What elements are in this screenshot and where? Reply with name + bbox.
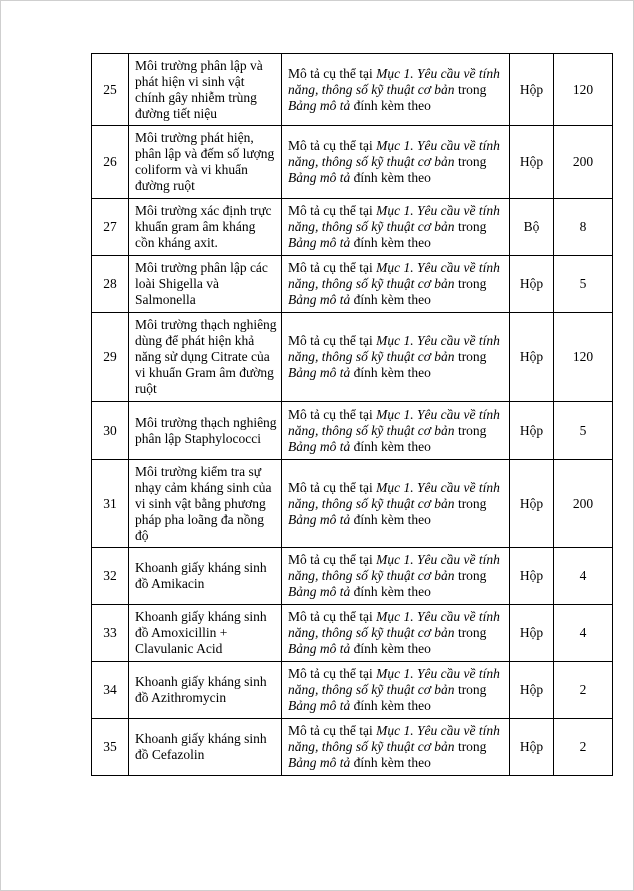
item-name: Môi trường thạch nghiêng dùng để phát hiện khả năng sử dụng Citrate của vi khuẩn Gram âm đường ruột xyxy=(129,313,282,402)
table-row xyxy=(92,662,613,719)
item-name: Môi trường phân lập và phát hiện vi sinh vật chính gây nhiễm trùng đường tiết niệu xyxy=(129,54,282,126)
item-quantity: 4 xyxy=(554,548,613,605)
item-quantity: 120 xyxy=(554,313,613,402)
item-description: Mô tả cụ thể tại Mục 1. Yêu cầu về tính năng, thông số kỹ thuật cơ bản trong Bảng mô tả đính kèm theo xyxy=(282,662,510,719)
item-quantity: 8 xyxy=(554,199,613,256)
item-unit: Hộp xyxy=(510,605,554,662)
row-number: 32 xyxy=(92,548,129,605)
item-quantity: 120 xyxy=(554,54,613,126)
row-number: 26 xyxy=(92,126,129,199)
item-unit: Hộp xyxy=(510,313,554,402)
item-description: Mô tả cụ thể tại Mục 1. Yêu cầu về tính năng, thông số kỹ thuật cơ bản trong Bảng mô tả đính kèm theo xyxy=(282,199,510,256)
row-number: 28 xyxy=(92,256,129,313)
table-row xyxy=(92,126,613,199)
table-row xyxy=(92,313,613,402)
item-quantity: 200 xyxy=(554,126,613,199)
item-quantity: 200 xyxy=(554,460,613,548)
item-name: Môi trường kiểm tra sự nhạy cảm kháng sinh của vi sinh vật bằng phương pháp pha loãng đa nồng độ xyxy=(129,460,282,548)
item-description: Mô tả cụ thể tại Mục 1. Yêu cầu về tính năng, thông số kỹ thuật cơ bản trong Bảng mô tả đính kèm theo xyxy=(282,126,510,199)
table-row xyxy=(92,256,613,313)
item-description: Mô tả cụ thể tại Mục 1. Yêu cầu về tính năng, thông số kỹ thuật cơ bản trong Bảng mô tả đính kèm theo xyxy=(282,256,510,313)
item-name: Khoanh giấy kháng sinh đồ Amikacin xyxy=(129,548,282,605)
item-name: Môi trường thạch nghiêng phân lập Staphylococci xyxy=(129,402,282,460)
row-number: 30 xyxy=(92,402,129,460)
item-description: Mô tả cụ thể tại Mục 1. Yêu cầu về tính năng, thông số kỹ thuật cơ bản trong Bảng mô tả đính kèm theo xyxy=(282,719,510,776)
item-description: Mô tả cụ thể tại Mục 1. Yêu cầu về tính năng, thông số kỹ thuật cơ bản trong Bảng mô tả đính kèm theo xyxy=(282,313,510,402)
item-unit: Hộp xyxy=(510,54,554,126)
item-description: Mô tả cụ thể tại Mục 1. Yêu cầu về tính năng, thông số kỹ thuật cơ bản trong Bảng mô tả đính kèm theo xyxy=(282,605,510,662)
table-row xyxy=(92,548,613,605)
item-description: Mô tả cụ thể tại Mục 1. Yêu cầu về tính năng, thông số kỹ thuật cơ bản trong Bảng mô tả đính kèm theo xyxy=(282,54,510,126)
item-name: Khoanh giấy kháng sinh đồ Azithromycin xyxy=(129,662,282,719)
item-unit: Hộp xyxy=(510,548,554,605)
table-row xyxy=(92,54,613,126)
item-unit: Hộp xyxy=(510,256,554,313)
table-row xyxy=(92,402,613,460)
row-number: 27 xyxy=(92,199,129,256)
row-number: 35 xyxy=(92,719,129,776)
item-name: Khoanh giấy kháng sinh đồ Cefazolin xyxy=(129,719,282,776)
row-number: 34 xyxy=(92,662,129,719)
item-unit: Hộp xyxy=(510,402,554,460)
item-unit: Bộ xyxy=(510,199,554,256)
table-row xyxy=(92,719,613,776)
row-number: 31 xyxy=(92,460,129,548)
item-quantity: 5 xyxy=(554,256,613,313)
item-quantity: 2 xyxy=(554,719,613,776)
item-quantity: 2 xyxy=(554,662,613,719)
item-name: Khoanh giấy kháng sinh đồ Amoxicillin + Clavulanic Acid xyxy=(129,605,282,662)
table-row xyxy=(92,605,613,662)
item-name: Môi trường phát hiện, phân lập và đếm số lượng coliform và vi khuẩn đường ruột xyxy=(129,126,282,199)
item-name: Môi trường xác định trực khuẩn gram âm kháng cồn kháng axit. xyxy=(129,199,282,256)
row-number: 33 xyxy=(92,605,129,662)
item-unit: Hộp xyxy=(510,662,554,719)
item-name: Môi trường phân lập các loài Shigella và Salmonella xyxy=(129,256,282,313)
item-description: Mô tả cụ thể tại Mục 1. Yêu cầu về tính năng, thông số kỹ thuật cơ bản trong Bảng mô tả đính kèm theo xyxy=(282,548,510,605)
table-row xyxy=(92,199,613,256)
items-table xyxy=(91,53,613,776)
table-row xyxy=(92,460,613,548)
item-unit: Hộp xyxy=(510,460,554,548)
row-number: 29 xyxy=(92,313,129,402)
item-quantity: 4 xyxy=(554,605,613,662)
item-description: Mô tả cụ thể tại Mục 1. Yêu cầu về tính năng, thông số kỹ thuật cơ bản trong Bảng mô tả đính kèm theo xyxy=(282,460,510,548)
item-unit: Hộp xyxy=(510,126,554,199)
item-quantity: 5 xyxy=(554,402,613,460)
row-number: 25 xyxy=(92,54,129,126)
item-unit: Hộp xyxy=(510,719,554,776)
item-description: Mô tả cụ thể tại Mục 1. Yêu cầu về tính năng, thông số kỹ thuật cơ bản trong Bảng mô tả đính kèm theo xyxy=(282,402,510,460)
